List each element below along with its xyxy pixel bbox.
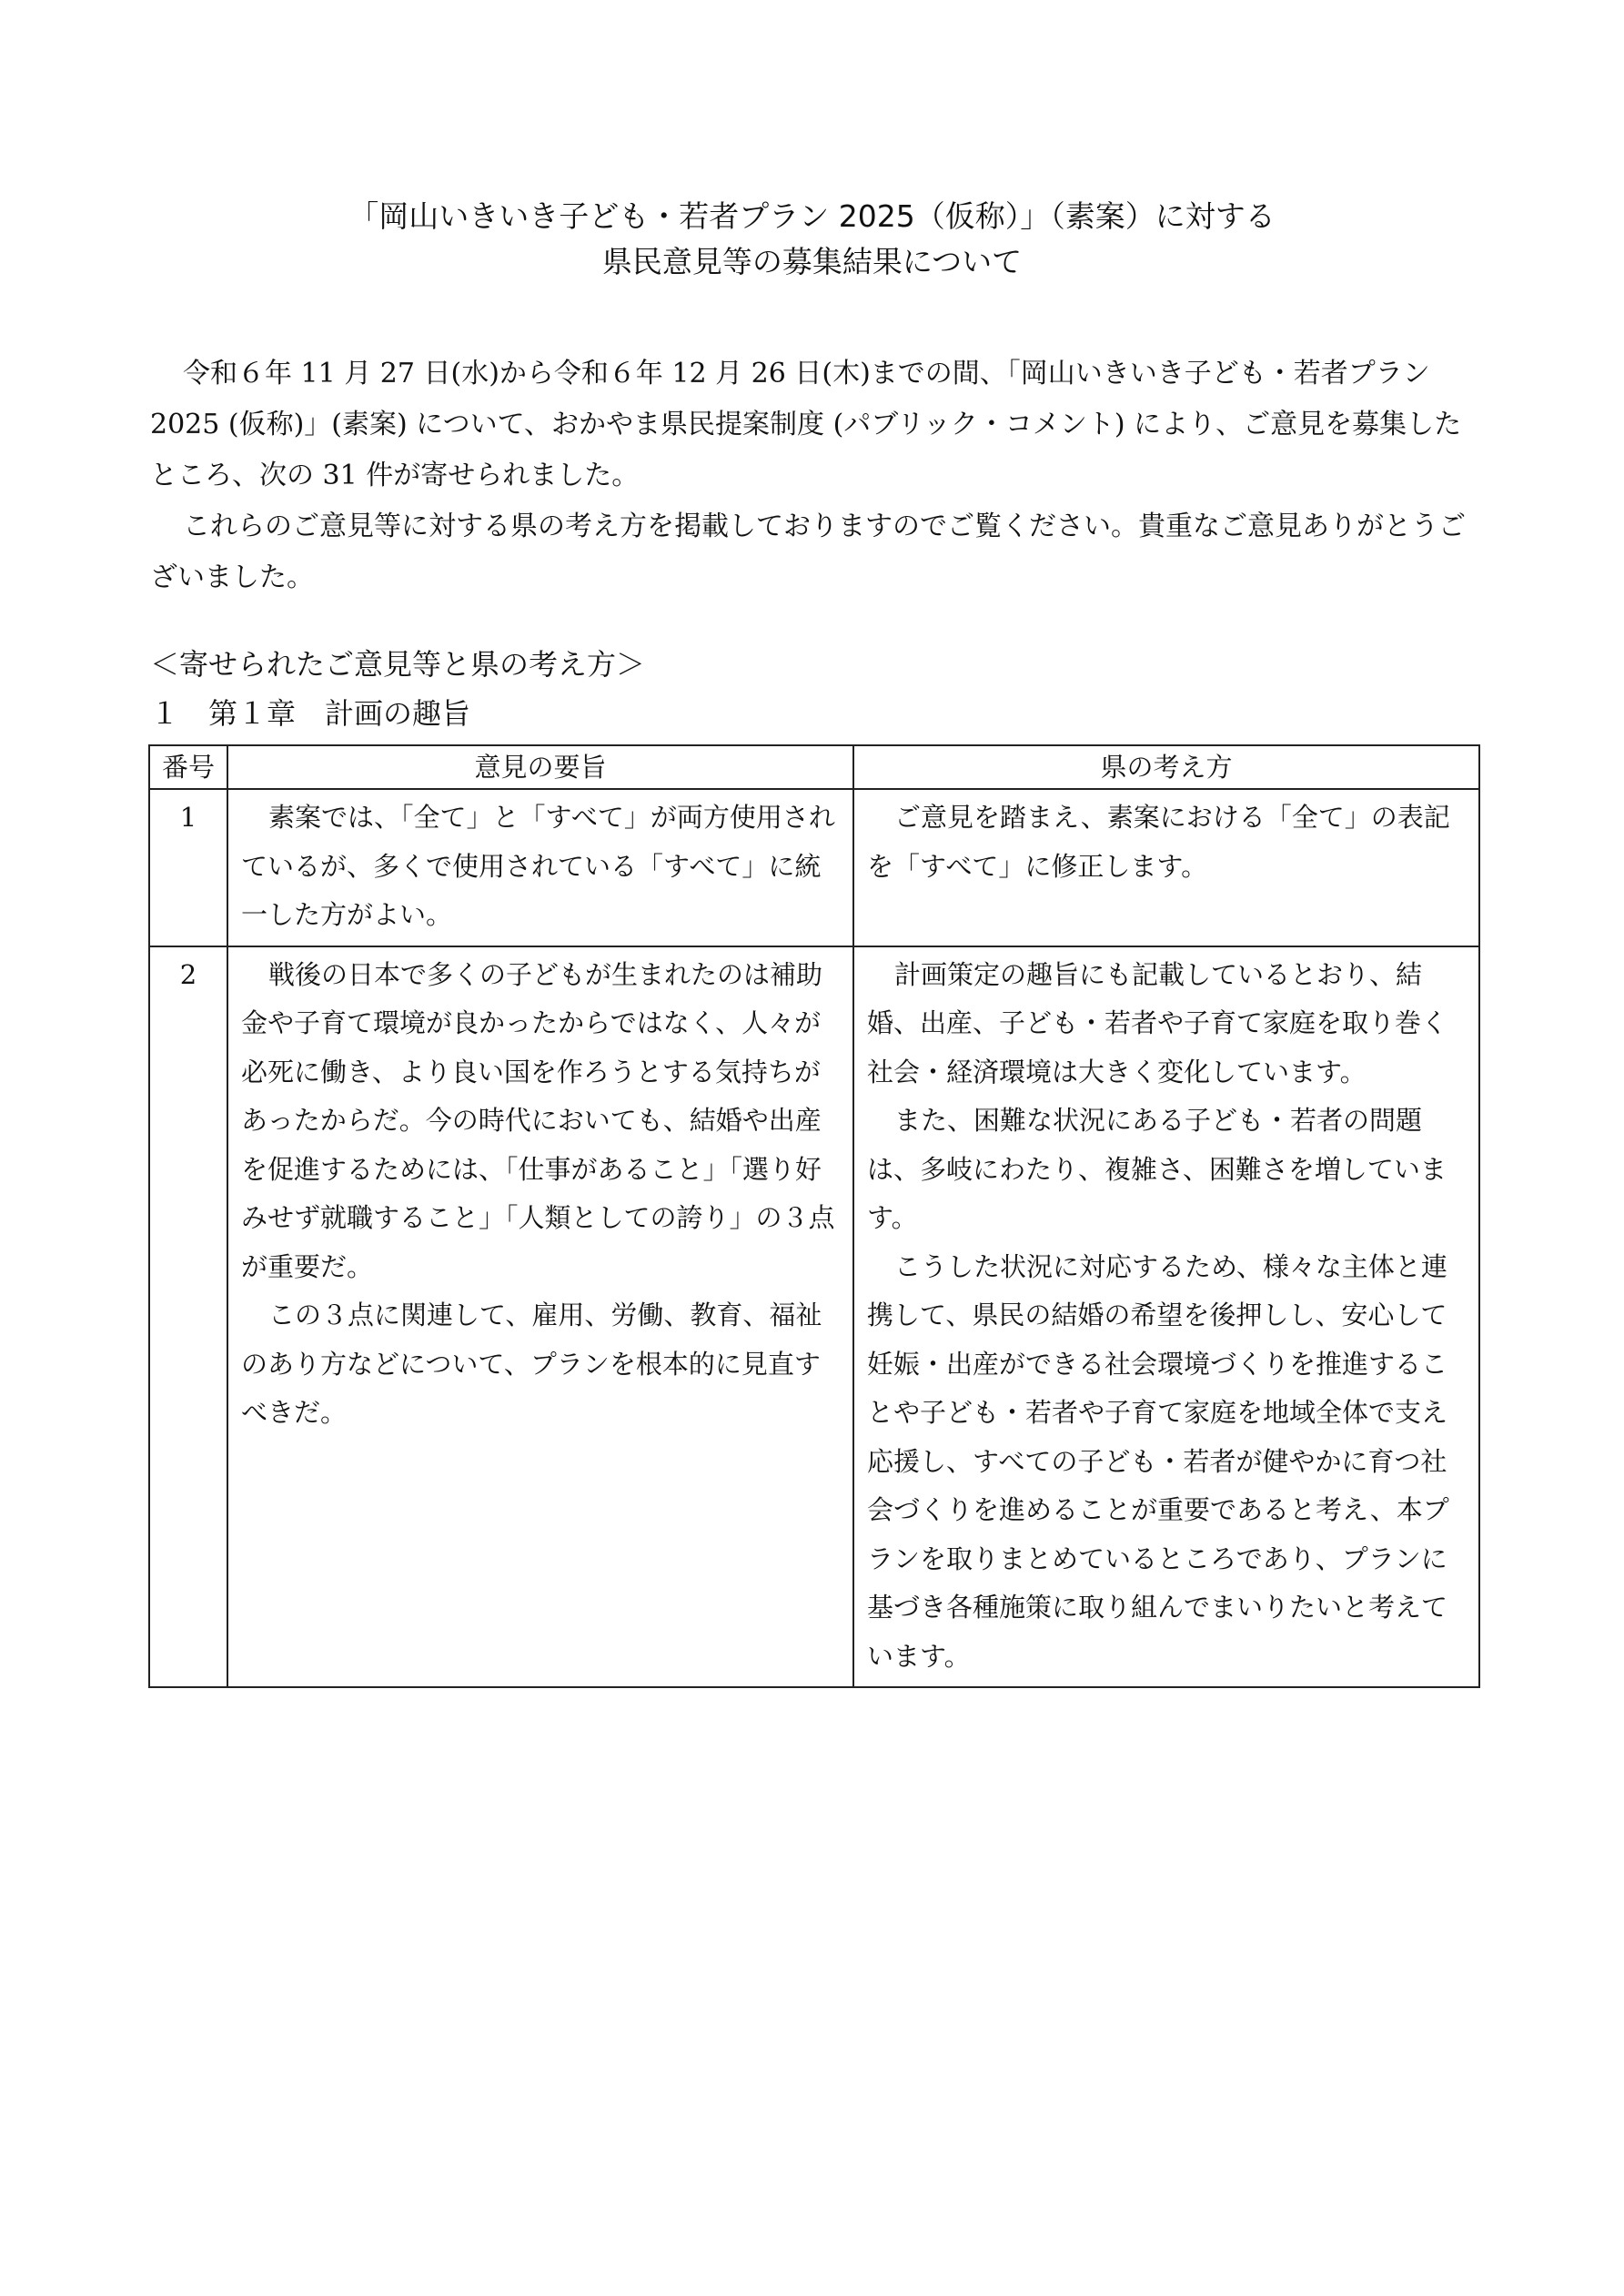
response-paragraph: 計画策定の趣旨にも記載しているとおり、結婚、出産、子ども・若者や子育て家庭を取り巻く社会・経済環境は大きく変化しています。 [867, 958, 1448, 1087]
document-title [0, 194, 1624, 285]
summary-paragraph: 戦後の日本で多くの子どもが生まれたのは補助金や子育て環境が良かったからではなく、人々が必死に働き、より良い国を作ろうとする気持ちがあったからだ。今の時代においても、結婚や出産を促進するためには、「仕事があること」「選り好みせず就職すること」「人類としての誇り」の３点が重要だ。 [241, 958, 835, 1282]
response-paragraph: ご意見を踏まえ、素案における「全て」の表記を「すべて」に修正します。 [867, 802, 1450, 882]
table-row [149, 789, 1479, 946]
title-line-2: 県民意見等の募集結果について [601, 244, 1023, 279]
table-header-row [149, 745, 1479, 789]
opinions-table [148, 744, 1480, 1688]
summary-paragraph: この３点に関連して、雇用、労働、教育、福祉のあり方などについて、プランを根本的に見直すべきだ。 [241, 1300, 822, 1428]
row-number: 2 [149, 946, 227, 1688]
chapter-heading: １ 第１章 計画の趣旨 [150, 696, 471, 731]
prefecture-response [853, 946, 1479, 1688]
title-line-1: 「岡山いきいき子ども・若者プラン 2025（仮称）」（素案）に対する [348, 198, 1276, 234]
prefecture-response [853, 789, 1479, 946]
table-row [149, 946, 1479, 1688]
intro-paragraph-2: これらのご意見等に対する県の考え方を掲載しておりますのでご覧ください。貴重なご意見ありがとうございました。 [150, 511, 1466, 593]
intro-text [150, 349, 1478, 603]
response-paragraph: また、困難な状況にある子ども・若者の問題は、多岐にわたり、複雑さ、困難さを増しています。 [867, 1105, 1447, 1233]
section-heading: ＜寄せられたご意見等と県の考え方＞ [150, 647, 646, 682]
opinion-summary [227, 946, 853, 1688]
header-summary: 意見の要旨 [227, 745, 853, 789]
header-response: 県の考え方 [853, 745, 1479, 789]
header-number: 番号 [149, 745, 227, 789]
response-paragraph: こうした状況に対応するため、様々な主体と連携して、県民の結婚の希望を後押しし、安心して妊娠・出産ができる社会環境づくりを推進することや子ども・若者や子育て家庭を地域全体で支え応援し、すべての子ども・若者が健やかに育つ社会づくりを進めることが重要であると考え、本プランを取りまとめているところであり、プランに基づき各種施策に取り組んでまいりたいと考えています。 [867, 1250, 1449, 1672]
opinion-summary [227, 789, 853, 946]
summary-paragraph: 素案では、「全て」と「すべて」が両方使用されているが、多くで使用されている「すべて」に統一した方がよい。 [241, 802, 835, 930]
intro-paragraph-1: 令和６年 11 月 27 日(水)から令和６年 12 月 26 日(木)までの間、「岡山いきいき子ども・若者プラン 2025 (仮称)」(素案) について、おかやま県民提案制度 (パブリック・コメント) により、ご意見を募集したところ、次の 31 件が寄せられました。 [150, 358, 1462, 491]
row-number: 1 [149, 789, 227, 946]
